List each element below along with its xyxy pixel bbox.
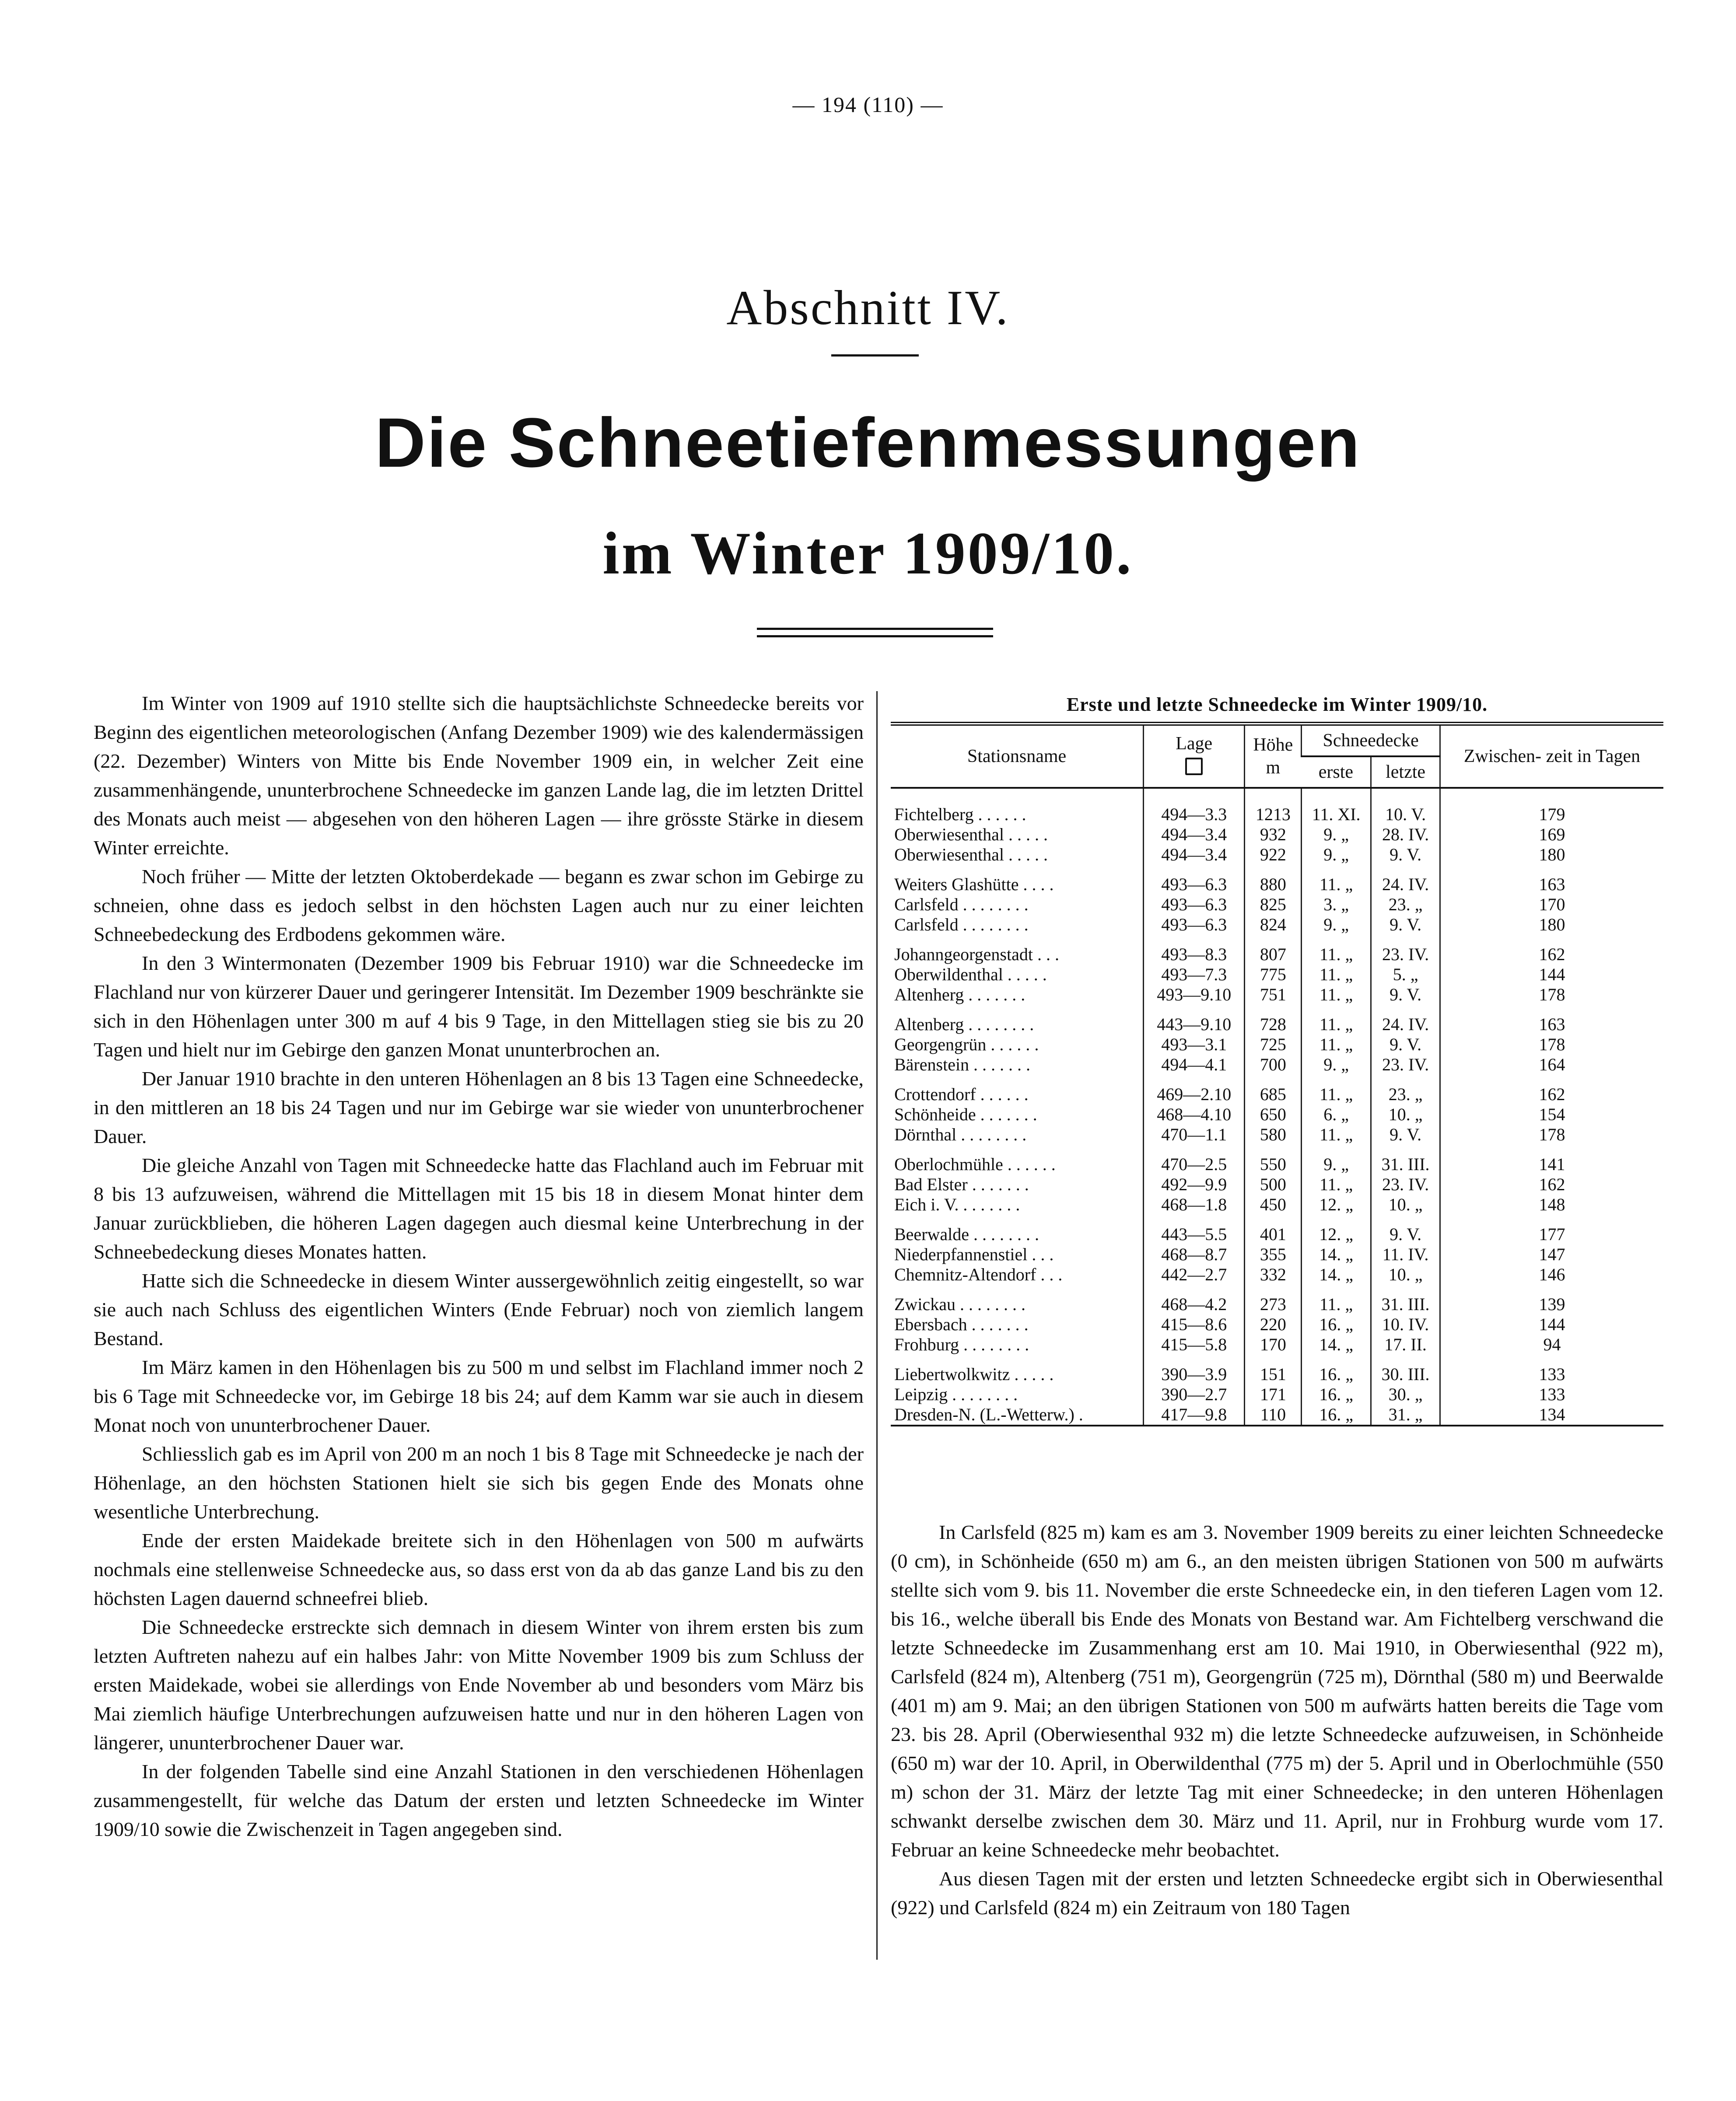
table-caption: Erste und letzte Schneedecke im Winter 1909/10. xyxy=(1066,694,1488,715)
cell-lage: 469—2.10 xyxy=(1144,1075,1245,1105)
cell-tage: 141 xyxy=(1440,1145,1663,1175)
cell-erste: 11. „ xyxy=(1302,985,1371,1005)
cell-lage: 494—3.3 xyxy=(1144,788,1245,825)
page-title: Die Schneetiefenmessungen xyxy=(375,403,1361,482)
cell-hoehe: 685 xyxy=(1245,1075,1302,1105)
cell-name: Niederpfannenstiel . . . xyxy=(894,1245,1054,1264)
table-row xyxy=(891,1355,1663,1384)
cell-lage: 494—3.4 xyxy=(1144,825,1245,845)
paragraph: Hatte sich die Schneedecke in diesem Winter aussergewöhnlich zeitig eingestellt, so war sie auch nach Schluss des eigentlichen Winters (Ende Februar) noch von ziemlich langem Bestand. xyxy=(94,1269,864,1349)
cell-erste: 9. „ xyxy=(1302,915,1371,935)
cell-lage: 470—2.5 xyxy=(1144,1145,1245,1175)
cell-letzte: 10. V. xyxy=(1371,788,1440,825)
cell-erste: 3. „ xyxy=(1302,895,1371,915)
cell-tage: 133 xyxy=(1440,1384,1663,1405)
table-row xyxy=(891,965,1663,985)
cell-tage: 180 xyxy=(1440,845,1663,865)
cell-erste: 11. „ xyxy=(1302,965,1371,985)
cell-lage: 494—4.1 xyxy=(1144,1055,1245,1075)
cell-lage: 470—1.1 xyxy=(1144,1125,1245,1145)
cell-name: Bad Elster . . . . . . . xyxy=(894,1175,1029,1194)
table-row xyxy=(891,1405,1663,1426)
cell-tage: 163 xyxy=(1440,1005,1663,1035)
cell-letzte: 31. „ xyxy=(1371,1405,1440,1426)
cell-tage: 170 xyxy=(1440,895,1663,915)
table-row xyxy=(891,1245,1663,1265)
cell-letzte: 9. V. xyxy=(1371,915,1440,935)
cell-tage: 178 xyxy=(1440,1125,1663,1145)
cell-tage: 94 xyxy=(1440,1335,1663,1355)
cell-erste: 9. „ xyxy=(1302,845,1371,865)
paragraph: Aus diesen Tagen mit der ersten und letzten Schneedecke ergibt sich in Oberwiesenthal (922) und Carlsfeld (824 m) ein Zeitraum von 180 Tagen xyxy=(891,1867,1663,1919)
table-row xyxy=(891,1384,1663,1405)
column-divider xyxy=(876,691,878,1960)
cell-name: Ebersbach . . . . . . . xyxy=(894,1314,1029,1334)
title-double-rule xyxy=(757,628,993,637)
table-row xyxy=(891,1335,1663,1355)
cell-tage: 134 xyxy=(1440,1405,1663,1426)
table-row xyxy=(891,1035,1663,1055)
paragraph: In Carlsfeld (825 m) kam es am 3. November 1909 bereits zu einer leichten Schneedecke (0 cm), in Schönheide (650 m) am 6., an den meisten übrigen Stationen von 500 m aufwärts stellte sich vom 9. bis 11. November die erste Schneedecke ein, in den tieferen Lagen vom 12. bis 16., welche überall bis Ende des Monats von Bestand war. Am Fichtelberg verschwand die letzte Schneedecke im Zusammenhang erst am 10. Mai 1910, in Oberwiesenthal (922 m), Carlsfeld (824 m), Altenberg (751 m), Georgengrün (725 m), Dörnthal (580 m) und Beerwalde (401 m) am 9. Mai; an den übrigen Stationen von 500 m aufwärts hatten bereits die Tage vom 23. bis 28. April (Oberwiesenthal 932 m) die letzte Schneedecke aufzuweisen, in Schönheide (650 m) war der 10. April, in Oberwildenthal (775 m) der 5. April und in Oberlochmühle (550 m) schon der 31. März der letzte Tag mit einer Schneedecke; in den unteren Höhenlagen schwankt derselbe zwischen dem 30. März und 11. April, nur in Frohburg wurde vom 17. Februar an keine Schneedecke mehr beobachtet. xyxy=(891,1521,1663,1861)
paragraph: Der Januar 1910 brachte in den unteren Höhenlagen an 8 bis 13 Tagen eine Schneedecke, in den mittleren an 18 bis 24 Tagen und nur im Gebirge war sie wieder von ununterbrochener Dauer. xyxy=(94,1067,864,1147)
cell-name: Dresden-N. (L.-Wetterw.) . xyxy=(894,1405,1083,1424)
cell-hoehe: 807 xyxy=(1245,935,1302,965)
cell-letzte: 30. III. xyxy=(1371,1355,1440,1384)
cell-erste: 11. XI. xyxy=(1302,788,1371,825)
cell-name: Oberwildenthal . . . . . xyxy=(894,965,1047,984)
cell-hoehe: 500 xyxy=(1245,1175,1302,1195)
right-text-column xyxy=(891,1518,1663,1922)
cell-lage: 468—4.10 xyxy=(1144,1105,1245,1125)
cell-tage: 147 xyxy=(1440,1245,1663,1265)
cell-tage: 162 xyxy=(1440,1175,1663,1195)
table-row xyxy=(891,1005,1663,1035)
cell-erste: 11. „ xyxy=(1302,1125,1371,1145)
cell-erste: 9. „ xyxy=(1302,825,1371,845)
cell-hoehe: 580 xyxy=(1245,1125,1302,1145)
cell-hoehe: 171 xyxy=(1245,1384,1302,1405)
cell-hoehe: 775 xyxy=(1245,965,1302,985)
cell-erste: 14. „ xyxy=(1302,1335,1371,1355)
paragraph: Im Winter von 1909 auf 1910 stellte sich die hauptsächlichste Schneedecke bereits vor Beginn des eigentlichen meteorologischen (Anfang Dezember 1909) wie des kalendermässigen (22. Dezember) Winters von Mitte bis Ende November 1909 ein, in welcher Zeit eine zusammenhängende, ununterbrochene Schneedecke im ganzen Lande lag, die im letzten Drittel des Monats auch meist — abgesehen von den höheren Lagen — ihre grösste Stärke in diesem Winter erreichte. xyxy=(94,692,864,859)
cell-lage: 493—8.3 xyxy=(1144,935,1245,965)
cell-erste: 12. „ xyxy=(1302,1195,1371,1215)
cell-erste: 11. „ xyxy=(1302,865,1371,895)
cell-name: Carlsfeld . . . . . . . . xyxy=(894,895,1029,914)
cell-letzte: 9. V. xyxy=(1371,1035,1440,1055)
cell-letzte: 31. III. xyxy=(1371,1285,1440,1314)
cell-erste: 11. „ xyxy=(1302,935,1371,965)
cell-letzte: 9. V. xyxy=(1371,1125,1440,1145)
cell-hoehe: 355 xyxy=(1245,1245,1302,1265)
cell-lage: 468—4.2 xyxy=(1144,1285,1245,1314)
cell-lage: 468—1.8 xyxy=(1144,1195,1245,1215)
cell-letzte: 9. V. xyxy=(1371,985,1440,1005)
paragraph: Schliesslich gab es im April von 200 m an noch 1 bis 8 Tage mit Schneedecke je nach der Höhenlage, an den höchsten Stationen hielt sie sich bis gegen Ende des Monats ohne wesentliche Unterbrechung. xyxy=(94,1443,864,1523)
cell-name: Zwickau . . . . . . . . xyxy=(894,1294,1026,1314)
cell-tage: 162 xyxy=(1440,935,1663,965)
cell-erste: 6. „ xyxy=(1302,1105,1371,1125)
cell-lage: 494—3.4 xyxy=(1144,845,1245,865)
cell-hoehe: 273 xyxy=(1245,1285,1302,1314)
cell-letzte: 23. IV. xyxy=(1371,1175,1440,1195)
table-row xyxy=(891,935,1663,965)
paragraph: Ende der ersten Maidekade breitete sich in den Höhenlagen von 500 m aufwärts nochmals eine stellenweise Schneedecke aus, so dass erst von da ab das ganze Land bis zu den höchsten Lagen dauernd schneefrei blieb. xyxy=(94,1529,864,1609)
cell-lage: 493—6.3 xyxy=(1144,865,1245,895)
cell-name: Dörnthal . . . . . . . . xyxy=(894,1125,1027,1144)
table-row xyxy=(891,1285,1663,1314)
table-row xyxy=(891,825,1663,845)
cell-lage: 468—8.7 xyxy=(1144,1245,1245,1265)
cell-hoehe: 650 xyxy=(1245,1105,1302,1125)
cell-lage: 492—9.9 xyxy=(1144,1175,1245,1195)
cell-lage: 493—6.3 xyxy=(1144,915,1245,935)
cell-tage: 169 xyxy=(1440,825,1663,845)
cell-lage: 442—2.7 xyxy=(1144,1265,1245,1285)
cell-name: Fichtelberg . . . . . . xyxy=(894,804,1026,824)
column-header-station: Stationsname xyxy=(891,724,1144,788)
paragraph: Die Schneedecke erstreckte sich demnach in diesem Winter von ihrem ersten bis zum letzten Auftreten nahezu auf ein halbes Jahr: von Mitte November 1909 bis zum Schluss der ersten Maidekade, wobei sie allerdings von Ende November ab und besonders vom März bis Mai ziemlich häufige Unterbrechungen aufzuweisen hatte und nur in den höheren Lagen von längerer, ununterbrochener Dauer war. xyxy=(94,1616,864,1754)
cell-name: Altenberg . . . . . . . . xyxy=(894,1014,1034,1034)
table-row xyxy=(891,1195,1663,1215)
square-icon xyxy=(1185,758,1203,775)
cell-hoehe: 401 xyxy=(1245,1215,1302,1245)
cell-tage: 178 xyxy=(1440,985,1663,1005)
cell-name: Weiters Glashütte . . . . xyxy=(894,874,1054,894)
cell-hoehe: 700 xyxy=(1245,1055,1302,1075)
cell-tage: 133 xyxy=(1440,1355,1663,1384)
paragraph: In den 3 Wintermonaten (Dezember 1909 bis Februar 1910) war die Schneedecke im Flachland nur von kürzerer Dauer und geringerer Intensität. Im Dezember 1909 beschränkte sie sich in den Höhenlagen unter 300 m auf 4 bis 9 Tage, in den Mittellagen stieg sie bis zu 20 Tagen und hielt nur im Gebirge den ganzen Monat ununterbrochen an. xyxy=(94,952,864,1061)
paragraph: Im März kamen in den Höhenlagen bis zu 500 m und selbst im Flachland immer noch 2 bis 6 Tage mit Schneedecke vor, im Gebirge 18 bis 24; auf dem Kamm war sie auch in diesem Monat noch von ununterbrochener Dauer. xyxy=(94,1356,864,1436)
paragraph: Noch früher — Mitte der letzten Oktoberdekade — begann es zwar schon im Gebirge zu schneien, ohne dass es jedoch selbst in den höchsten Lagen auch nur zu einer leichten Schneebedeckung des Erdbodens gekommen wäre. xyxy=(94,865,864,945)
page-number: — 194 (110) — xyxy=(792,92,944,117)
table-row xyxy=(891,1055,1663,1075)
cell-erste: 16. „ xyxy=(1302,1384,1371,1405)
cell-hoehe: 751 xyxy=(1245,985,1302,1005)
cell-letzte: 23. „ xyxy=(1371,895,1440,915)
cell-hoehe: 110 xyxy=(1245,1405,1302,1426)
cell-erste: 9. „ xyxy=(1302,1055,1371,1075)
cell-hoehe: 825 xyxy=(1245,895,1302,915)
cell-name: Crottendorf . . . . . . xyxy=(894,1084,1029,1104)
cell-letzte: 5. „ xyxy=(1371,965,1440,985)
cell-hoehe: 932 xyxy=(1245,825,1302,845)
cell-letzte: 10. „ xyxy=(1371,1195,1440,1215)
cell-lage: 493—7.3 xyxy=(1144,965,1245,985)
cell-erste: 16. „ xyxy=(1302,1355,1371,1384)
cell-name: Georgengrün . . . . . . xyxy=(894,1035,1039,1054)
column-header-erste: erste xyxy=(1302,756,1371,788)
column-header-letzte: letzte xyxy=(1371,756,1440,788)
heading-rule xyxy=(831,354,919,357)
cell-hoehe: 450 xyxy=(1245,1195,1302,1215)
cell-letzte: 23. „ xyxy=(1371,1075,1440,1105)
cell-letzte: 9. V. xyxy=(1371,1215,1440,1245)
table-row xyxy=(891,1314,1663,1335)
table-row xyxy=(891,1215,1663,1245)
cell-name: Schönheide . . . . . . . xyxy=(894,1105,1037,1124)
cell-erste: 11. „ xyxy=(1302,1075,1371,1105)
cell-lage: 443—5.5 xyxy=(1144,1215,1245,1245)
cell-erste: 9. „ xyxy=(1302,1145,1371,1175)
cell-lage: 390—3.9 xyxy=(1144,1355,1245,1384)
cell-name: Altenherg . . . . . . . xyxy=(894,985,1026,1004)
table-row xyxy=(891,1125,1663,1145)
cell-erste: 14. „ xyxy=(1302,1245,1371,1265)
snow-cover-table xyxy=(891,722,1663,1426)
column-header-zwischenzeit: Zwischen- zeit in Tagen xyxy=(1440,724,1663,788)
cell-name: Liebertwolkwitz . . . . . xyxy=(894,1364,1054,1384)
cell-letzte: 31. III. xyxy=(1371,1145,1440,1175)
cell-hoehe: 824 xyxy=(1245,915,1302,935)
cell-letzte: 28. IV. xyxy=(1371,825,1440,845)
table-row xyxy=(891,1145,1663,1175)
cell-name: Bärenstein . . . . . . . xyxy=(894,1055,1031,1074)
cell-name: Oberwiesenthal . . . . . xyxy=(894,845,1048,864)
cell-lage: 493—6.3 xyxy=(1144,895,1245,915)
cell-name: Eich i. V. . . . . . . . xyxy=(894,1195,1020,1214)
cell-tage: 180 xyxy=(1440,915,1663,935)
cell-tage: 178 xyxy=(1440,1035,1663,1055)
table-body xyxy=(891,788,1663,1426)
cell-erste: 14. „ xyxy=(1302,1265,1371,1285)
cell-letzte: 24. IV. xyxy=(1371,1005,1440,1035)
table-row xyxy=(891,1075,1663,1105)
table-row xyxy=(891,895,1663,915)
cell-lage: 390—2.7 xyxy=(1144,1384,1245,1405)
cell-letzte: 23. IV. xyxy=(1371,1055,1440,1075)
cell-erste: 11. „ xyxy=(1302,1175,1371,1195)
cell-letzte: 10. „ xyxy=(1371,1265,1440,1285)
cell-tage: 179 xyxy=(1440,788,1663,825)
cell-hoehe: 725 xyxy=(1245,1035,1302,1055)
cell-erste: 11. „ xyxy=(1302,1035,1371,1055)
cell-hoehe: 170 xyxy=(1245,1335,1302,1355)
cell-lage: 443—9.10 xyxy=(1144,1005,1245,1035)
cell-tage: 163 xyxy=(1440,865,1663,895)
cell-hoehe: 1213 xyxy=(1245,788,1302,825)
cell-hoehe: 332 xyxy=(1245,1265,1302,1285)
cell-letzte: 9. V. xyxy=(1371,845,1440,865)
table-row xyxy=(891,1175,1663,1195)
cell-lage: 493—9.10 xyxy=(1144,985,1245,1005)
cell-tage: 177 xyxy=(1440,1215,1663,1245)
cell-letzte: 17. II. xyxy=(1371,1335,1440,1355)
cell-letzte: 30. „ xyxy=(1371,1384,1440,1405)
cell-erste: 16. „ xyxy=(1302,1314,1371,1335)
cell-name: Leipzig . . . . . . . . xyxy=(894,1384,1018,1404)
cell-hoehe: 220 xyxy=(1245,1314,1302,1335)
table-row xyxy=(891,915,1663,935)
cell-tage: 154 xyxy=(1440,1105,1663,1125)
cell-erste: 16. „ xyxy=(1302,1405,1371,1426)
section-heading: Abschnitt IV. xyxy=(726,281,1010,335)
cell-letzte: 10. IV. xyxy=(1371,1314,1440,1335)
cell-tage: 148 xyxy=(1440,1195,1663,1215)
table-row xyxy=(891,845,1663,865)
table-row xyxy=(891,788,1663,825)
cell-letzte: 23. IV. xyxy=(1371,935,1440,965)
cell-erste: 12. „ xyxy=(1302,1215,1371,1245)
cell-lage: 415—5.8 xyxy=(1144,1335,1245,1355)
cell-erste: 11. „ xyxy=(1302,1005,1371,1035)
table-row xyxy=(891,1105,1663,1125)
page-subtitle: im Winter 1909/10. xyxy=(602,520,1134,587)
cell-tage: 146 xyxy=(1440,1265,1663,1285)
cell-tage: 139 xyxy=(1440,1285,1663,1314)
cell-lage: 493—3.1 xyxy=(1144,1035,1245,1055)
paragraph: In der folgenden Tabelle sind eine Anzahl Stationen in den verschiedenen Höhenlagen zusammengestellt, für welche das Datum der ersten und letzten Schneedecke im Winter 1909/10 sowie die Zwischenzeit in Tagen angegeben sind. xyxy=(94,1760,864,1840)
cell-name: Frohburg . . . . . . . . xyxy=(894,1335,1029,1354)
cell-name: Oberwiesenthal . . . . . xyxy=(894,825,1048,844)
table-row xyxy=(891,1265,1663,1285)
cell-hoehe: 922 xyxy=(1245,845,1302,865)
left-text-column xyxy=(94,689,864,1844)
cell-name: Carlsfeld . . . . . . . . xyxy=(894,915,1029,934)
table-row xyxy=(891,865,1663,895)
cell-name: Johanngeorgenstadt . . . xyxy=(894,944,1059,964)
cell-tage: 144 xyxy=(1440,1314,1663,1335)
cell-lage: 417—9.8 xyxy=(1144,1405,1245,1426)
cell-erste: 11. „ xyxy=(1302,1285,1371,1314)
cell-tage: 144 xyxy=(1440,965,1663,985)
column-header-lage xyxy=(1144,724,1245,788)
column-header-hoehe xyxy=(1245,724,1302,788)
column-header-schneedecke: Schneedecke xyxy=(1302,724,1440,757)
cell-name: Oberlochmühle . . . . . . xyxy=(894,1154,1056,1174)
cell-hoehe: 550 xyxy=(1245,1145,1302,1175)
cell-tage: 162 xyxy=(1440,1075,1663,1105)
cell-letzte: 10. „ xyxy=(1371,1105,1440,1125)
cell-hoehe: 880 xyxy=(1245,865,1302,895)
hoehe-header-label: Höhe xyxy=(1253,735,1293,755)
cell-name: Beerwalde . . . . . . . . xyxy=(894,1224,1040,1244)
cell-name: Chemnitz-Altendorf . . . xyxy=(894,1265,1063,1284)
cell-hoehe: 151 xyxy=(1245,1355,1302,1384)
hoehe-unit-label: m xyxy=(1266,758,1281,778)
lage-header-label: Lage xyxy=(1176,733,1213,754)
cell-hoehe: 728 xyxy=(1245,1005,1302,1035)
paragraph: Die gleiche Anzahl von Tagen mit Schneedecke hatte das Flachland auch im Februar mit 8 bis 13 aufzuweisen, während die Mittellagen mit 15 bis 18 in diesem Monat hinter dem Januar zurückblieben, die höheren Lagen dagegen auch diesmal keine Unterbrechung in der Schneebedeckung dieses Monates hatten. xyxy=(94,1154,864,1263)
cell-letzte: 11. IV. xyxy=(1371,1245,1440,1265)
table-row xyxy=(891,985,1663,1005)
cell-tage: 164 xyxy=(1440,1055,1663,1075)
cell-letzte: 24. IV. xyxy=(1371,865,1440,895)
cell-lage: 415—8.6 xyxy=(1144,1314,1245,1335)
